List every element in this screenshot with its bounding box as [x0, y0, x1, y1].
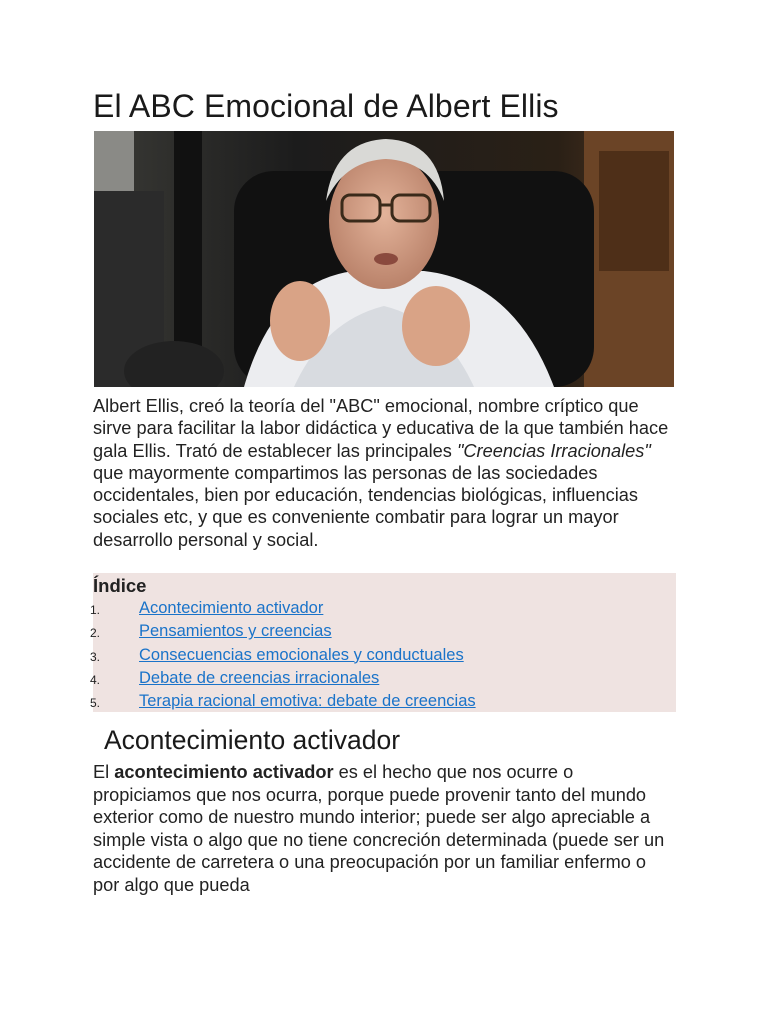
toc-item-number: 4.	[90, 672, 101, 687]
table-of-contents	[90, 573, 676, 712]
intro-italic: "Creencias Irracionales"	[456, 440, 651, 461]
toc-item-number: 5.	[90, 696, 101, 711]
toc-item	[90, 621, 676, 644]
toc-item-number: 2.	[90, 626, 101, 641]
albert-ellis-photo	[94, 131, 674, 387]
page-title: El ABC Emocional de Albert Ellis	[93, 88, 559, 124]
section-text: es el hecho que nos ocurre o propiciamos que nos ocurra, porque puede provenir tanto del mundo exterior como de nuestro mundo interior; puede ser algo apreciable a simple vista o algo que no tiene concreción determinada (puede ser un accidente de carretera o una preocupación por un familiar enfermo o por algo que pueda	[93, 762, 665, 895]
intro-paragraph	[93, 395, 676, 551]
toc-link-debate-creencias[interactable]: Debate de creencias irracionales	[139, 668, 380, 687]
toc-link-acontecimiento-activador[interactable]: Acontecimiento activador	[139, 599, 324, 617]
section-bold-term: acontecimiento activador	[114, 762, 334, 782]
toc-link-consecuencias[interactable]: Consecuencias emocionales y conductuales	[139, 645, 464, 664]
section-heading-acontecimiento: Acontecimiento activador	[104, 725, 401, 755]
intro-text-2: que mayormente compartimos las personas de las sociedades occidentales, bien por educación, tendencias biológicas, influencias sociales etc, y que es conveniente combatir para lograr un mayor desarrollo personal y social.	[93, 462, 638, 550]
section-paragraph	[93, 761, 676, 896]
section-lead: El	[93, 762, 115, 782]
toc-link-pensamientos-y-creencias[interactable]: Pensamientos y creencias	[139, 622, 332, 641]
toc-item	[90, 645, 676, 668]
toc-item	[90, 668, 676, 691]
toc-item	[90, 598, 676, 621]
toc-item-number: 1.	[90, 603, 101, 617]
toc-item-number: 3.	[90, 649, 101, 664]
toc-link-terapia-racional[interactable]: Terapia racional emotiva: debate de creencias	[139, 692, 476, 711]
toc-list	[90, 598, 676, 714]
toc-title: Índice	[93, 575, 147, 596]
toc-item	[90, 691, 676, 714]
intro-text-1: Albert Ellis, creó la teoría del "ABC" emocional, nombre críptico que sirve para facilitar la labor didáctica y educativa de la que también hace gala Ellis. Trató de establecer las principales	[93, 396, 669, 461]
